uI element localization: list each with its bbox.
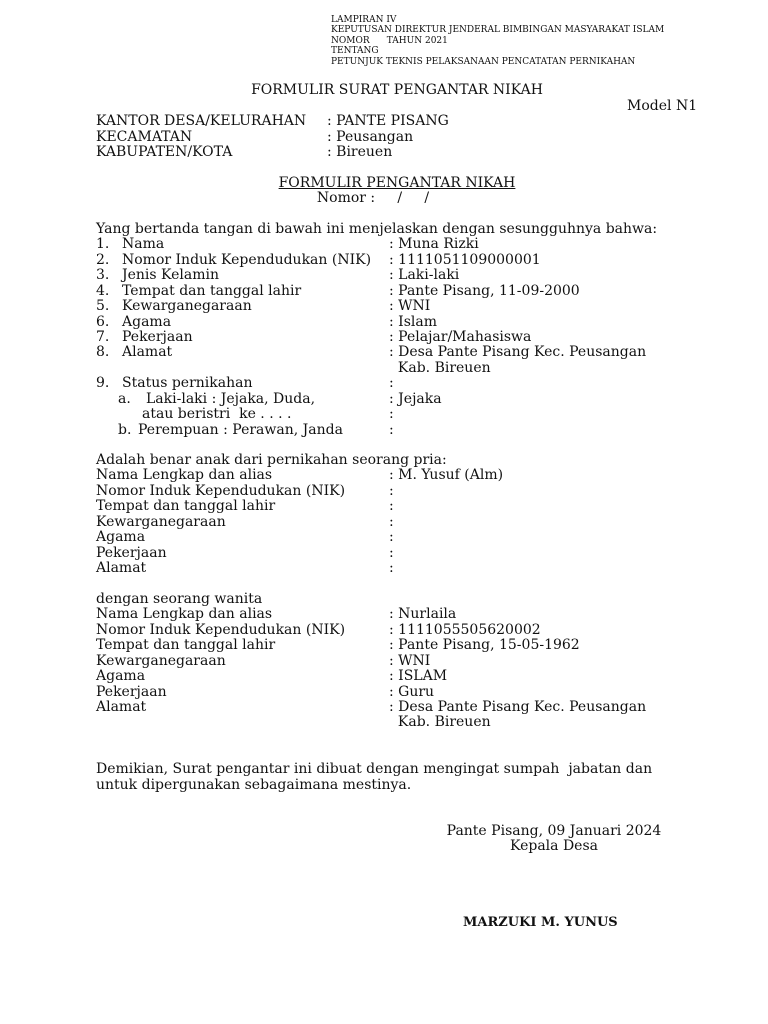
office-value: : Peusangan [327, 129, 414, 145]
row-label: Pekerjaan [96, 684, 167, 700]
header-nomor: NOMOR TAHUN 2021 [331, 35, 448, 46]
row-value: : M. Yusuf (Alm) [389, 467, 504, 483]
row-label: Nomor Induk Kependudukan (NIK) [96, 622, 346, 638]
row-number: 2. [96, 252, 110, 268]
row-label: Alamat [96, 560, 147, 576]
father-row [0, 483, 768, 499]
nomor-line: Nomor : / / [316, 190, 430, 206]
office-row [0, 144, 768, 160]
subject-row [0, 236, 768, 252]
row-value: Kab. Bireuen [389, 714, 491, 730]
row-label: Perempuan : Perawan, Janda [138, 422, 343, 438]
row-label: Tempat dan tanggal lahir [96, 637, 276, 653]
office-label: KECAMATAN [96, 129, 193, 145]
row-label: Kewarganegaraan [122, 298, 252, 314]
office-row [0, 113, 768, 129]
row-label: Alamat [122, 344, 173, 360]
row-number: 9. [96, 375, 110, 391]
father-row [0, 498, 768, 514]
row-value: : [389, 545, 394, 561]
row-label: Pekerjaan [96, 545, 167, 561]
subject-row [0, 283, 768, 299]
office-row [0, 129, 768, 145]
mother-row [0, 699, 768, 715]
row-label: Agama [96, 668, 146, 684]
row-value: : [389, 560, 394, 576]
row-label: Kewarganegaraan [96, 514, 226, 530]
row-number: 5. [96, 298, 110, 314]
father-row [0, 545, 768, 561]
row-value: : Desa Pante Pisang Kec. Peusangan [389, 699, 647, 715]
row-number: 1. [96, 236, 110, 252]
row-value: : Jejaka [389, 391, 442, 407]
father-row [0, 529, 768, 545]
row-label: Tempat dan tanggal lahir [96, 498, 276, 514]
row-label: Status pernikahan [122, 375, 253, 391]
office-label: KABUPATEN/KOTA [96, 144, 233, 160]
sub-title: FORMULIR PENGANTAR NIKAH [278, 175, 516, 191]
row-value: : WNI [389, 653, 431, 669]
row-value: : 1111055505620002 [389, 622, 541, 638]
row-label: Kewarganegaraan [96, 653, 226, 669]
row-number: 7. [96, 329, 110, 345]
mother-row [0, 668, 768, 684]
row-label: Alamat [96, 699, 147, 715]
row-value: : [389, 422, 394, 438]
subject-row [0, 344, 768, 360]
row-value: : ISLAM [389, 668, 448, 684]
row-label: Jenis Kelamin [122, 267, 219, 283]
row-value: : Pante Pisang, 15-05-1962 [389, 637, 580, 653]
subject-row [0, 298, 768, 314]
mother-row [0, 684, 768, 700]
subject-row [0, 406, 768, 422]
row-label: Agama [122, 314, 172, 330]
row-label: Nomor Induk Kependudukan (NIK) [96, 483, 346, 499]
row-value: : Desa Pante Pisang Kec. Peusangan [389, 344, 647, 360]
header-petunjuk: PETUNJUK TEKNIS PELAKSANAAN PENCATATAN PERNIKAHAN [331, 56, 636, 67]
mother-row [0, 637, 768, 653]
row-label: Nomor Induk Kependudukan (NIK) [122, 252, 372, 268]
row-value: : [389, 375, 394, 391]
row-label: Laki-laki : Jejaka, Duda, [146, 391, 316, 407]
place-date: Pante Pisang, 09 Januari 2024 [446, 823, 662, 839]
row-value: Kab. Bireuen [389, 360, 491, 376]
subject-row [0, 252, 768, 268]
form-title: FORMULIR SURAT PENGANTAR NIKAH [251, 82, 543, 98]
row-number: 8. [96, 344, 110, 360]
office-label: KANTOR DESA/KELURAHAN [96, 113, 307, 129]
intro-text: Yang bertanda tangan di bawah ini menjelaskan dengan sesungguhnya bahwa: [96, 221, 658, 237]
row-value: : Muna Rizki [389, 236, 479, 252]
subject-row [0, 329, 768, 345]
closing-line-2: untuk dipergunakan sebagaimana mestinya. [96, 777, 412, 793]
father-row [0, 560, 768, 576]
row-number: 3. [96, 267, 110, 283]
subject-row [0, 267, 768, 283]
closing-line-1: Demikian, Surat pengantar ini dibuat dengan mengingat sumpah jabatan dan [96, 761, 653, 777]
subject-row [0, 314, 768, 330]
row-value: : [389, 406, 394, 422]
header-block [331, 15, 664, 67]
signer-name: MARZUKI M. YUNUS [463, 915, 618, 930]
row-value: : Pelajar/Mahasiswa [389, 329, 532, 345]
row-value: : [389, 498, 394, 514]
header-lampiran: LAMPIRAN IV [331, 15, 397, 25]
row-value: : Islam [389, 314, 437, 330]
father-row [0, 514, 768, 530]
row-value: : 1111051109000001 [389, 252, 541, 268]
row-value: : [389, 514, 394, 530]
row-label: Nama Lengkap dan alias [96, 606, 273, 622]
subject-row [0, 375, 768, 391]
row-number: 6. [96, 314, 110, 330]
row-label: Agama [96, 529, 146, 545]
row-value: : Guru [389, 684, 435, 700]
row-label: atau beristri ke . . . . [142, 406, 292, 422]
header-tentang: TENTANG [331, 46, 379, 57]
mother-row [0, 714, 768, 730]
model-label: Model N1 [627, 98, 698, 114]
row-value: : [389, 529, 394, 545]
row-label: Nama [122, 236, 165, 252]
row-value: : [389, 483, 394, 499]
mother-intro: dengan seorang wanita [96, 591, 263, 607]
subject-row [0, 422, 768, 438]
header-keputusan: KEPUTUSAN DIREKTUR JENDERAL BIMBINGAN MASYARAKAT ISLAM [331, 25, 665, 36]
row-label: Nama Lengkap dan alias [96, 467, 273, 483]
subject-row [0, 391, 768, 407]
row-value: : Laki-laki [389, 267, 460, 283]
father-intro: Adalah benar anak dari pernikahan seorang pria: [96, 452, 447, 468]
subject-row [0, 360, 768, 376]
row-label: Pekerjaan [122, 329, 193, 345]
row-value: : Nurlaila [389, 606, 457, 622]
office-value: : Bireuen [327, 144, 393, 160]
row-value: : WNI [389, 298, 431, 314]
row-value: : Pante Pisang, 11-09-2000 [389, 283, 580, 299]
row-number: a. [118, 391, 131, 407]
row-number: b. [118, 422, 132, 438]
row-label: Tempat dan tanggal lahir [122, 283, 302, 299]
mother-row [0, 622, 768, 638]
office-value: : PANTE PISANG [327, 113, 449, 129]
mother-row [0, 606, 768, 622]
row-number: 4. [96, 283, 110, 299]
signer-title: Kepala Desa [510, 838, 598, 854]
father-row [0, 467, 768, 483]
mother-row [0, 653, 768, 669]
